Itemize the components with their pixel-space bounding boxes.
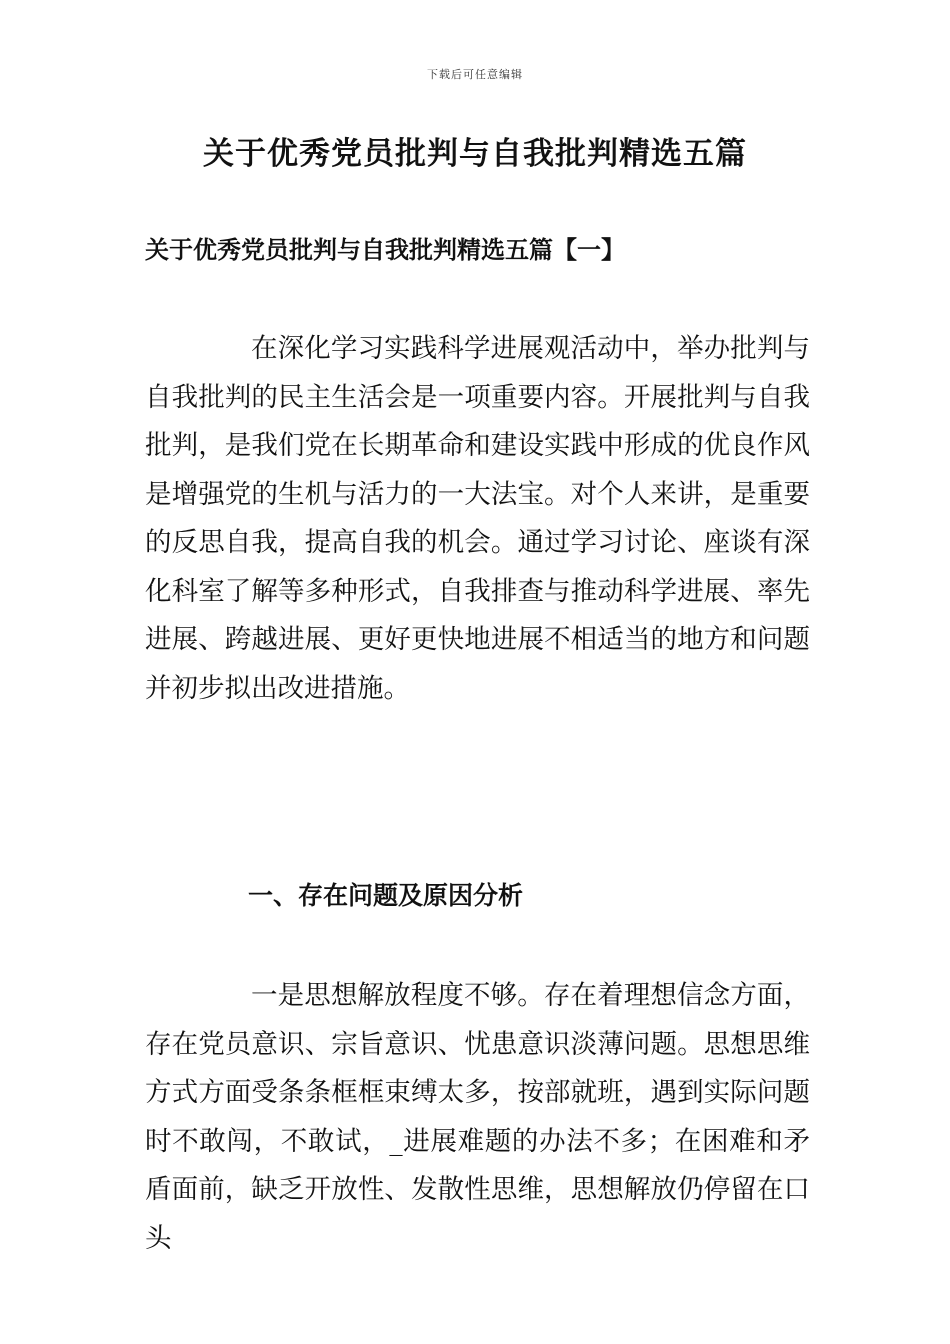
section-heading: 关于优秀党员批判与自我批判精选五篇【一】: [145, 235, 625, 264]
subheading-problems: 一、存在问题及原因分析: [248, 881, 524, 910]
document-title: 关于优秀党员批判与自我批判精选五篇: [203, 136, 747, 172]
header-note: 下载后可任意编辑: [427, 68, 523, 81]
paragraph-problem-one: 一是思想解放程度不够。存在着理想信念方面，存在党员意识、宗旨意识、忧患意识淡薄问题。思想思维方式方面受条条框框束缚太多，按部就班，遇到实际问题时不敢闯，不敢试，_进展难题的办法不多；在困难和矛盾面前，缺乏开放性、发散性思维，思想解放仍停留在口头: [145, 980, 810, 1254]
paragraph-intro: 在深化学习实践科学进展观活动中，举办批判与自我批判的民主生活会是一项重要内容。开展批判与自我批判，是我们党在长期革命和建设实践中形成的优良作风是增强党的生机与活力的一大法宝。对个人来讲，是重要的反思自我，提高自我的机会。通过学习讨论、座谈有深化科室了解等多种形式，自我排查与推动科学进展、率先进展、跨越进展、更好更快地进展不相适当的地方和问题并初步拟出改进措施。: [145, 333, 810, 704]
